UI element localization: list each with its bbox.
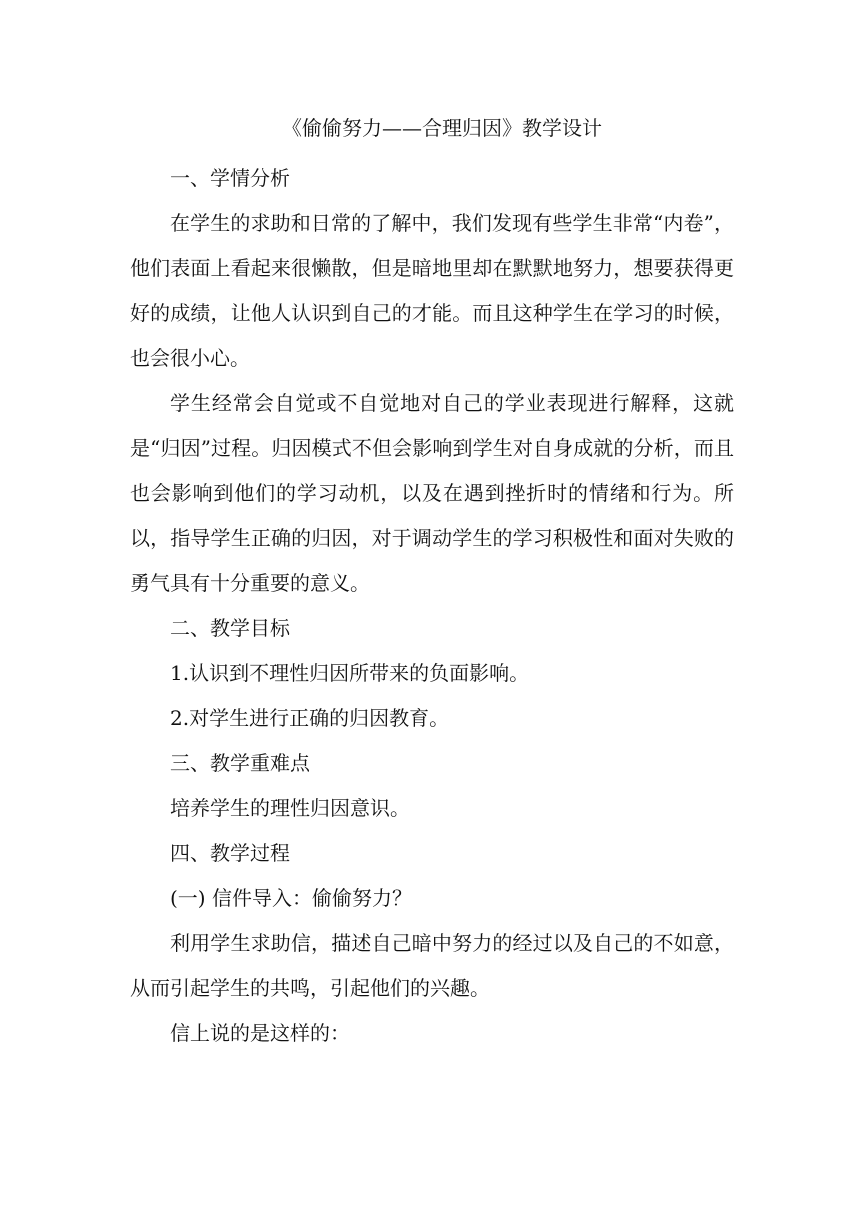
section-heading-student-analysis: 一、学情分析 [170, 166, 290, 190]
document-title: 《偷偷努力——合理归因》教学设计 [282, 116, 602, 140]
key-point-item: 培养学生的理性归因意识。 [170, 796, 410, 820]
section-heading-key-points: 三、教学重难点 [170, 751, 310, 775]
paragraph-attribution-process: 学生经常会自觉或不自觉地对自己的学业表现进行解释，这就是“归因”过程。归因模式不但会影响到学生对自身成就的分析，而且也会影响到他们的学习动机，以及在遇到挫折时的情绪和行为。所以，指导学生正确的归因，对于调动学生的学习积极性和面对失败的勇气具有十分重要的意义。 [130, 391, 734, 595]
paragraph-letter-says: 信上说的是这样的： [170, 1021, 350, 1045]
document-body [130, 110, 734, 1056]
paragraph-letter-usage: 利用学生求助信，描述自己暗中努力的经过以及自己的不如意，从而引起学生的共鸣，引起他们的兴趣。 [130, 931, 734, 1000]
section-heading-teaching-process: 四、教学过程 [170, 841, 290, 865]
goal-item-2: 2.对学生进行正确的归因教育。 [170, 706, 450, 730]
goal-item-1: 1.认识到不理性归因所带来的负面影响。 [170, 661, 530, 685]
section-heading-teaching-goals: 二、教学目标 [170, 616, 290, 640]
process-subheading-letter-intro: (一) 信件导入：偷偷努力？ [170, 886, 412, 910]
paragraph-student-involution: 在学生的求助和日常的了解中，我们发现有些学生非常“内卷”，他们表面上看起来很懒散，但是暗地里却在默默地努力，想要获得更好的成绩，让他人认识到自己的才能。而且这种学生在学习的时候，也会很小心。 [130, 211, 734, 370]
